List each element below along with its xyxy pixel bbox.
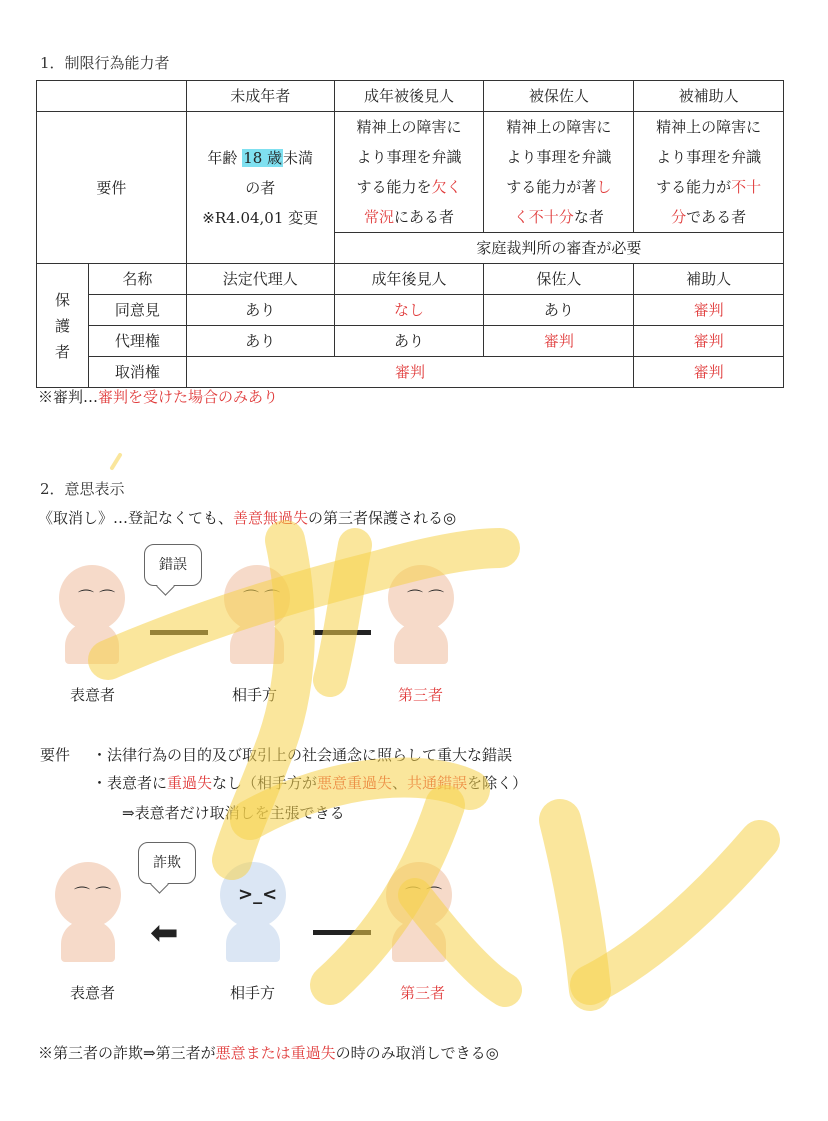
row-label-consent: 同意見	[88, 295, 186, 326]
age-highlight: 18 歳	[243, 148, 283, 167]
smile-icon: ⌒ ⌒	[74, 885, 112, 904]
table-cell: なし	[334, 295, 484, 326]
third-party-label: 第三者	[400, 984, 446, 1002]
third-party-label: 第三者	[398, 686, 444, 704]
angry-face-icon: >_<	[238, 884, 278, 905]
court-review-note: 家庭裁判所の審査が必要	[334, 233, 783, 264]
section2-title: 2．意思表示	[40, 480, 125, 498]
table-cell: 成年後見人	[334, 264, 484, 295]
arrow-left-icon: ⬅	[150, 913, 179, 953]
table-cell: あり	[484, 295, 634, 326]
smile-icon: ⌒ ⌒	[243, 588, 281, 607]
table-cell: あり	[186, 326, 334, 357]
declarant-label: 表意者	[70, 686, 116, 704]
smile-icon: ⌒ ⌒	[78, 588, 116, 607]
requirement-line-3: ⇒表意者だけ取消しを主張できる	[122, 804, 345, 822]
assistance-requirement: 精神上の障害に より事理を弁識 する能力が不十 分である者	[634, 112, 784, 233]
row-label-name: 名称	[88, 264, 186, 295]
table-cell: 保佐人	[484, 264, 634, 295]
fraud-bubble: 詐欺	[138, 842, 196, 884]
section1-title: 1．制限行為能力者	[40, 54, 170, 72]
requirement-label: 要件	[40, 746, 71, 764]
header-person-under-curatorship: 被保佐人	[484, 81, 634, 112]
table-cell: 補助人	[634, 264, 784, 295]
smile-icon: ⌒ ⌒	[405, 885, 443, 904]
table-cell: 審判	[484, 326, 634, 357]
table-cell: あり	[334, 326, 484, 357]
row-label-rescission: 取消権	[88, 357, 186, 388]
requirement-label: 要件	[37, 112, 187, 264]
cancellation-line: 《取消し》…登記なくても、善意無過失の第三者保護される◎	[38, 509, 457, 527]
third-party-fraud-note: ※第三者の詐欺⇒第三者が悪意または重過失の時のみ取消しできる◎	[38, 1044, 499, 1062]
table-cell: 審判	[186, 357, 633, 388]
row-label-agency: 代理権	[88, 326, 186, 357]
minor-requirement: 年齢 18 歳未満 の者 ※R4.04,01 変更	[186, 112, 334, 264]
table-cell: 審判	[634, 295, 784, 326]
header-minor: 未成年者	[186, 81, 334, 112]
curatorship-requirement: 精神上の障害に より事理を弁識 する能力が著し く不十分な者	[484, 112, 634, 233]
mistake-bubble: 錯誤	[144, 544, 202, 586]
table-cell: あり	[186, 295, 334, 326]
header-adult-ward: 成年被後見人	[334, 81, 484, 112]
requirement-line-1: ・法律行為の目的及び取引上の社会通念に照らして重大な錯誤	[92, 746, 513, 764]
requirement-line-2: ・表意者に重過失なし（相手方が悪意重過失、共通錯誤を除く）	[92, 774, 528, 792]
header-person-under-assistance: 被補助人	[634, 81, 784, 112]
judgment-footnote: ※審判…審判を受けた場合のみあり	[38, 388, 279, 406]
smile-icon: ⌒ ⌒	[407, 588, 445, 607]
counterparty-label: 相手方	[232, 686, 278, 704]
table-cell: 審判	[634, 326, 784, 357]
declarant-label: 表意者	[70, 984, 116, 1002]
table-cell: 審判	[634, 357, 784, 388]
table-cell: 法定代理人	[186, 264, 334, 295]
counterparty-label: 相手方	[230, 984, 276, 1002]
adult-ward-requirement: 精神上の障害に より事理を弁識 する能力を欠く 常況にある者	[334, 112, 484, 233]
protector-label: 保 護 者	[37, 264, 89, 388]
